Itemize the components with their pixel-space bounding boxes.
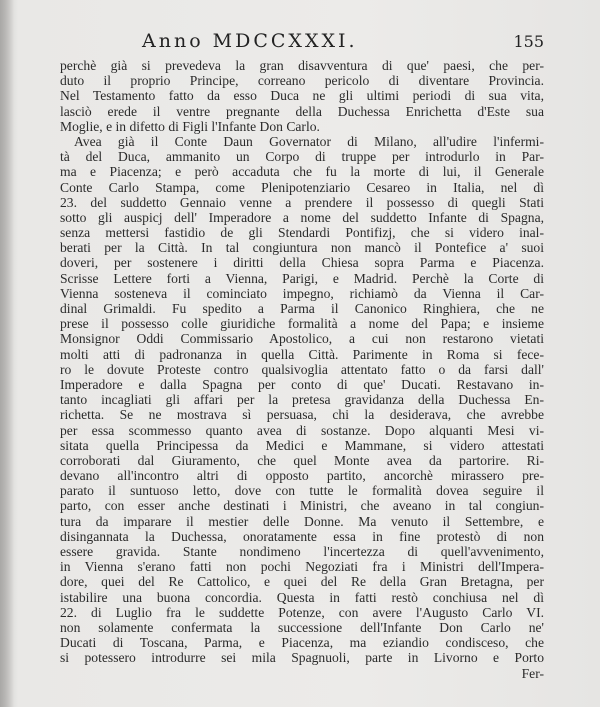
text-line: 22. di Luglio fra le suddette Potenze, con avere l'Augusto Carlo VI.: [60, 604, 544, 620]
text-line: 23. del suddetto Gennaio venne a prendere il possesso di quegli Stati: [60, 194, 544, 210]
text-line: non solamente confermata la successione dell'Infante Don Carlo ne': [60, 619, 544, 635]
text-line: tà del Duca, ammanito un Corpo di truppe per introdurlo in Par-: [60, 149, 544, 165]
text-line: Imperadore e dalla Spagna per conto di que' Ducati. Restavano in-: [60, 376, 544, 392]
text-line: parato il suntuoso letto, dove con tutte le formalità dovea seguire il: [60, 483, 544, 499]
text-line: si potessero introdurre sei mila Spagnuoli, parte in Livorno e Porto: [60, 650, 544, 666]
text-line: ma e Piacenza; e però accaduta che fu la morte di lui, il Generale: [60, 164, 544, 180]
text-line: lasciò erede il ventre pregnante della Duchessa Enrichetta d'Este sua: [60, 103, 544, 119]
text-line: doveri, per sostenere i diritti della Chiesa sopra Parma e Piacenza.: [60, 255, 544, 271]
text-line: duto il proprio Principe, correano pericolo di diventare Provincia.: [60, 73, 544, 89]
text-line: molti atti di padronanza in quella Città. Parimente in Roma si fece-: [60, 346, 544, 362]
text-line: perchè già si prevedeva la gran disavventura di que' paesi, che per-: [60, 58, 544, 73]
text-line: dinal Grimaldi. Fu spedito a Parma il Canonico Ringhiera, che ne: [60, 301, 544, 316]
running-head: Anno MDCCXXXI.: [142, 30, 358, 52]
text-line: Monsignor Oddi Commissario Apostolico, a cui non restarono vietati: [60, 331, 544, 347]
page-number: 155: [513, 32, 544, 51]
page-header: [60, 30, 544, 56]
text-line: in Vienna s'erano fatti non pochi Negoziati fra i Ministri dell'Impera-: [60, 559, 544, 575]
text-line: essere gravida. Stante nondimeno l'incertezza di quell'avvenimento,: [60, 544, 544, 559]
text-line: parto, con esser anche destinati i Ministri, che aveano in tal congiun-: [60, 498, 544, 514]
catchword: Fer-: [521, 665, 544, 681]
text-line: berati per la Città. In tal congiuntura non mancò il Pontefice a' suoi: [60, 240, 544, 256]
text-line: ro le dovute Proteste contro qualsivoglia attentato fatto o da farsi dall': [60, 361, 544, 377]
text-line: prese il possesso colle giuridiche formalità a nome del Papa; e insieme: [60, 316, 544, 332]
text-line: Conte Carlo Stampa, come Plenipotenziario Cesareo in Italia, nel dì: [60, 179, 544, 195]
text-line: corroborati dal Giuramento, che quel Monte avea da partorire. Ri-: [60, 452, 544, 468]
text-line: Avea già il Conte Daun Governator di Milano, all'udire l'infermi-: [74, 133, 544, 149]
text-line: disingannata la Duchessa, onoratamente essa in fine protestò di non: [60, 528, 544, 544]
text-line: sitata quella Principessa da Medici e Mammane, si videro attestati: [60, 437, 544, 453]
text-line: richetta. Se ne mostrava sì persuasa, chi la desiderava, che avrebbe: [60, 407, 544, 423]
text-line: devano all'incontro altri di opposto partito, ancorchè mirassero pre-: [60, 468, 544, 484]
text-line: istabilire una buona concordia. Questa in fatti restò conchiusa nel dì: [60, 589, 544, 605]
text-line: Ducati di Toscana, Parma, e Piacenza, ma eziandio condisceso, che: [60, 635, 544, 651]
text-line: tanto incagliati gli affari per la pretesa gravidanza della Duchessa En-: [60, 392, 544, 408]
text-line: Nel Testamento fatto da esso Duca ne gli ultimi periodi di sua vita,: [60, 88, 544, 104]
body-text: [60, 58, 544, 681]
binding-shadow: [0, 0, 14, 707]
text-line: per essa scommesso quanto avea di sostanze. Dopo alquanti Mesi vi-: [60, 422, 544, 438]
text-line: Vienna sosteneva il cominciato impegno, richiamò da Vienna il Car-: [60, 285, 544, 301]
text-line: dore, quei del Re Cattolico, e quei del Re della Gran Bretagna, per: [60, 574, 544, 590]
text-line: senza mettersi fastidio de gli Stendardi Pontifizj, che si videro inal-: [60, 225, 544, 241]
text-line: sotto gli auspicj dell' Imperadore a nome del suddetto Infante di Spagna,: [60, 209, 544, 225]
text-line: Scrisse Lettere forti a Vienna, Parigi, e Madrid. Perchè la Corte di: [60, 270, 544, 286]
text-line: tura da imparare il mestier delle Donne. Ma venuto il Settembre, e: [60, 513, 544, 529]
text-line: Moglie, e in difetto di Figli l'Infante Don Carlo.: [60, 118, 320, 134]
